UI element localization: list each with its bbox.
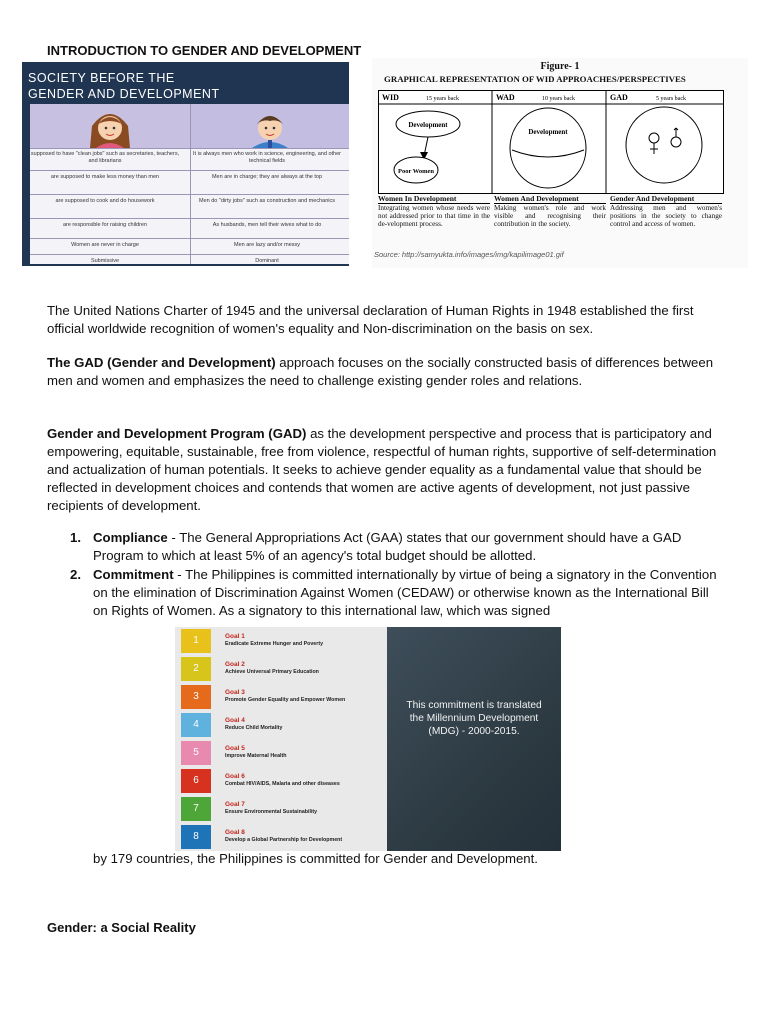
disease-icon: 6 xyxy=(181,769,211,793)
gender-roles-table xyxy=(30,104,349,264)
figure-number: Figure- 1 xyxy=(540,61,580,72)
goal-number: Goal 6 xyxy=(225,773,245,780)
mdg-goal-1 xyxy=(181,627,386,653)
goal-description: Ensure Environmental Sustainability xyxy=(225,809,318,815)
goal-number: Goal 1 xyxy=(225,633,245,640)
list-term: Compliance xyxy=(93,530,168,545)
figure-heading-line2: GENDER AND DEVELOPMENT xyxy=(28,87,220,101)
wad-text: Making women's role and work visible and recognising their contribution in the society. xyxy=(494,204,606,228)
men-cell: Men are lazy and/or messy xyxy=(233,242,301,248)
list-text: - The Philippines is committed internationally by virtue of being a signatory in the Convention on the elimination of Discrimination Against Women (CEDAW) or otherwise known as the International Bill on Rights of Women. As a signatory to this international law, which was signed xyxy=(93,567,717,618)
section-heading: Gender: a Social Reality xyxy=(47,920,196,935)
goal-number: Goal 8 xyxy=(225,829,245,836)
figure-caption: GRAPHICAL REPRESENTATION OF WID APPROACHES/PERSPECTIVES xyxy=(384,74,686,84)
men-cell: Dominant xyxy=(255,258,279,264)
wid-text: Integrating women whose needs were not addressed prior to that time in the de-velopment process. xyxy=(378,204,490,228)
mdg-text-line2: the Millennium Development xyxy=(409,713,539,724)
wad-title: Women And Development xyxy=(494,195,606,204)
figure-heading xyxy=(28,70,220,102)
hunger-icon: 1 xyxy=(181,629,211,653)
gad-title: Gender And Development xyxy=(610,195,722,204)
gender-equality-icon: 3 xyxy=(181,685,211,709)
figure-source: Source: http://samyukta.info/images/img/kapilimage01.gif xyxy=(374,250,564,259)
goal-number: Goal 4 xyxy=(225,717,245,724)
men-cell: Men do "dirty jobs" such as construction and mechanics xyxy=(199,198,335,204)
paragraph-gad-program xyxy=(47,425,723,515)
society-before-gad-figure xyxy=(22,62,349,266)
table-row xyxy=(30,148,349,171)
goal-number: Goal 7 xyxy=(225,801,245,808)
goal-description: Reduce Child Mortality xyxy=(225,725,283,731)
wid-development-label: Development xyxy=(408,121,448,129)
women-cell: Women are never in charge xyxy=(71,242,139,248)
wad-description xyxy=(494,195,606,228)
list-item-compliance xyxy=(70,529,720,565)
goal-description: Improve Maternal Health xyxy=(225,753,287,759)
mdg-goals-list xyxy=(175,627,387,851)
list-text: - The General Appropriations Act (GAA) states that our government should have a GAD Program to which at least 5% of an agency's total budget should be allotted. xyxy=(93,530,682,563)
gad-age: 5 years back xyxy=(656,96,686,102)
women-cell: are supposed to make less money than men xyxy=(50,174,160,180)
goal-number: Goal 2 xyxy=(225,661,245,668)
goal-description: Combat HIV/AIDS, Malaria and other diseases xyxy=(225,781,340,787)
goal-description: Promote Gender Equality and Empower Women xyxy=(225,697,346,703)
poor-women-label: Poor Women xyxy=(397,168,435,175)
table-row xyxy=(30,254,349,265)
wad-age: 10 years back xyxy=(542,96,575,102)
education-icon: 2 xyxy=(181,657,211,681)
wad-code: WAD xyxy=(496,93,515,102)
table-row xyxy=(30,238,349,255)
mdg-goal-8 xyxy=(181,823,386,849)
mdg-goal-7 xyxy=(181,795,386,821)
mdg-goal-2 xyxy=(181,655,386,681)
wid-approaches-figure xyxy=(372,58,748,268)
women-cell: Submissive xyxy=(90,258,120,264)
maternal-health-icon: 5 xyxy=(181,741,211,765)
goal-description: Develop a Global Partnership for Development xyxy=(225,837,343,843)
men-cell: It is always men who work in science, engineering, and other technical fields xyxy=(193,151,341,164)
mdg-goal-4 xyxy=(181,711,386,737)
women-cell: are supposed to cook and do housework xyxy=(55,198,155,204)
gad-approach-text: approach focuses on the socially constructed basis of differences between men and women and emphasizes the need to challenge existing gender roles and relations. xyxy=(47,355,714,388)
table-row xyxy=(30,170,349,195)
paragraph-gad-approach xyxy=(47,354,723,390)
women-cell: are responsible for raising children xyxy=(62,222,148,228)
gad-text: Addressing men and women's positions in the society to change control and access of women. xyxy=(610,204,722,228)
mdg-goal-3 xyxy=(181,683,386,709)
list-number: 2. xyxy=(70,567,81,582)
men-cell: Men are in charge; they are always at the top xyxy=(211,174,323,180)
mdg-text-line1: This commitment is translated xyxy=(406,700,542,711)
women-cell: supposed to have "clean jobs" such as secretaries, teachers, and librarians xyxy=(30,151,180,164)
gad-code: GAD xyxy=(610,93,628,102)
table-row xyxy=(30,218,349,239)
wid-title: Women In Development xyxy=(378,195,490,204)
wid-age: 15 years back xyxy=(426,96,459,102)
men-cell: As husbands, men tell their wives what to do xyxy=(212,222,322,228)
woman-avatar-icon xyxy=(30,104,190,148)
gad-program-term: Gender and Development Program (GAD) xyxy=(47,426,307,441)
wid-diagram xyxy=(378,90,724,194)
goal-description: Achieve Universal Primary Education xyxy=(225,669,319,675)
mdg-text-line3: (MDG) - 2000-2015. xyxy=(428,726,520,737)
list-term: Commitment xyxy=(93,567,174,582)
mdg-goal-5 xyxy=(181,739,386,765)
list-continuation: by 179 countries, the Philippines is committed for Gender and Development. xyxy=(93,851,538,866)
gad-approach-term: The GAD (Gender and Development) xyxy=(47,355,276,370)
mdg-goals-figure xyxy=(175,627,561,851)
mdg-commitment-text xyxy=(387,699,561,738)
wad-development-label: Development xyxy=(528,128,568,136)
goal-description: Eradicate Extreme Hunger and Poverty xyxy=(225,641,324,647)
page-title: INTRODUCTION TO GENDER AND DEVELOPMENT xyxy=(47,43,362,58)
goal-number: Goal 5 xyxy=(225,745,245,752)
goal-number: Goal 3 xyxy=(225,689,245,696)
partnership-icon: 8 xyxy=(181,825,211,849)
list-item-commitment xyxy=(70,566,720,620)
mdg-goal-6 xyxy=(181,767,386,793)
man-header-cell xyxy=(190,104,349,148)
mdg-commitment-panel xyxy=(387,627,561,851)
child-mortality-icon: 4 xyxy=(181,713,211,737)
table-row xyxy=(30,194,349,219)
figure-heading-line1: SOCIETY BEFORE THE xyxy=(28,71,175,85)
gad-description xyxy=(610,195,722,228)
approach-descriptions xyxy=(378,195,722,241)
list-number: 1. xyxy=(70,530,81,545)
wid-code: WID xyxy=(382,93,399,102)
gad-program-text: as the development perspective and process that is participatory and empowering, equitable, sustainable, free from violence, respectful of human rights, supportive of self-determination and actualization of human potentials. It seeks to achieve gender equality as a fundamental value that should be reflected in development choices and contends that women are active agents of development, not just passive recipients of development. xyxy=(47,426,717,513)
environment-icon: 7 xyxy=(181,797,211,821)
man-avatar-icon xyxy=(190,104,349,148)
wid-description xyxy=(378,195,490,228)
paragraph-un-charter: The United Nations Charter of 1945 and the universal declaration of Human Rights in 1948 established the first official worldwide recognition of women's equality and Non-discrimination on the basis on sex. xyxy=(47,303,694,336)
woman-header-cell xyxy=(30,104,190,148)
